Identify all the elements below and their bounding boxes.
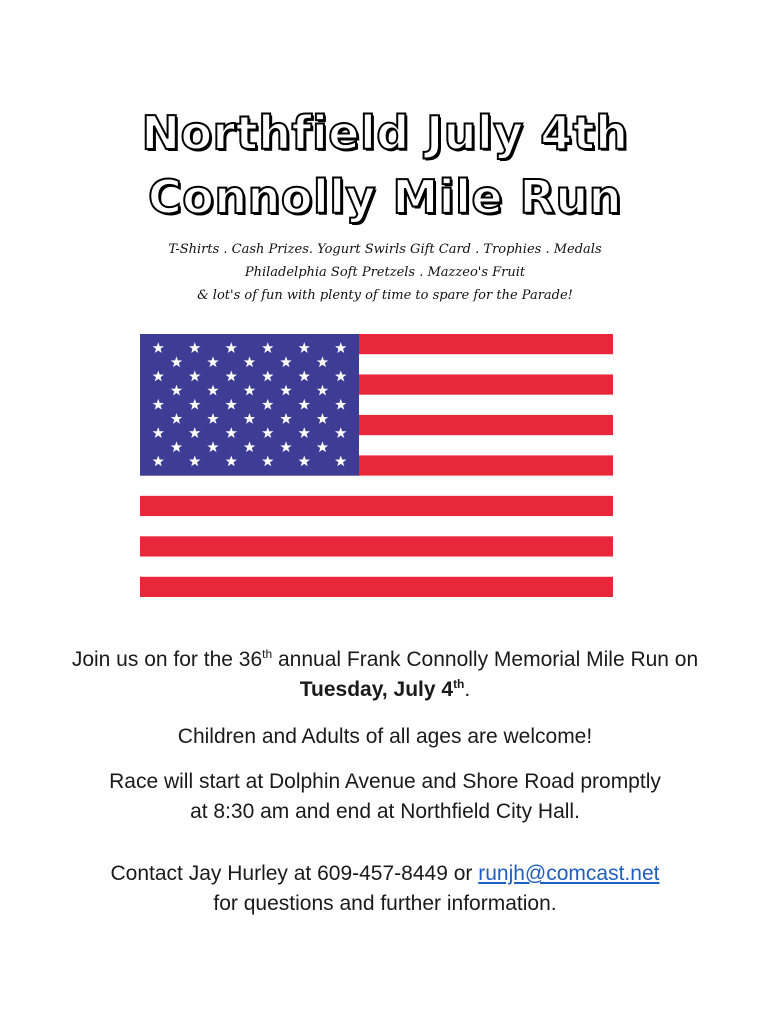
contact-line-1 [40,859,730,889]
race-details-line-2: at 8:30 am and end at Northfield City Hall. [190,800,580,823]
prizes-tagline-2: Philadelphia Soft Pretzels . Mazzeo's Fruit [244,265,526,280]
american-flag-icon [140,334,613,597]
intro-sup-2: th [453,677,465,691]
intro-end: . [464,678,471,701]
flag-canton [140,334,359,476]
contact-prefix: Contact Jay Hurley at 609-457-8449 or [110,862,479,885]
prizes-tagline-3: & lot's of fun with plenty of time to spare for the Parade! [197,288,573,303]
flag-stripe [140,496,613,517]
flag-stripe [140,557,613,578]
contact-line-2: for questions and further information. [213,892,557,915]
page-title-line-1: Northfield July 4th [141,106,629,160]
prizes-tagline-1: T-Shirts . Cash Prizes. Yogurt Swirls Gift Card . Trophies . Medals [168,242,602,257]
race-details-line-1: Race will start at Dolphin Avenue and Shore Road promptly [109,770,661,793]
page-title-line-2: Connolly Mile Run [148,170,622,224]
intro-paragraph [40,645,730,705]
race-details [40,767,730,827]
welcome-text: Children and Adults of all ages are welcome! [177,725,593,748]
flag-stripe [140,516,613,537]
flag-stripe [140,536,613,557]
intro-text-2: annual Frank Connolly Memorial Mile Run on [272,648,699,671]
intro-text-1: Join us on for the 36 [71,648,263,671]
flag-stripe [140,476,613,497]
email-link[interactable]: runjh@comcast.net [478,862,660,885]
contact-info [40,859,730,919]
intro-sup-1: th [262,647,273,661]
flag-stripe [140,577,613,597]
race-date: Tuesday, July 4 [299,678,454,701]
